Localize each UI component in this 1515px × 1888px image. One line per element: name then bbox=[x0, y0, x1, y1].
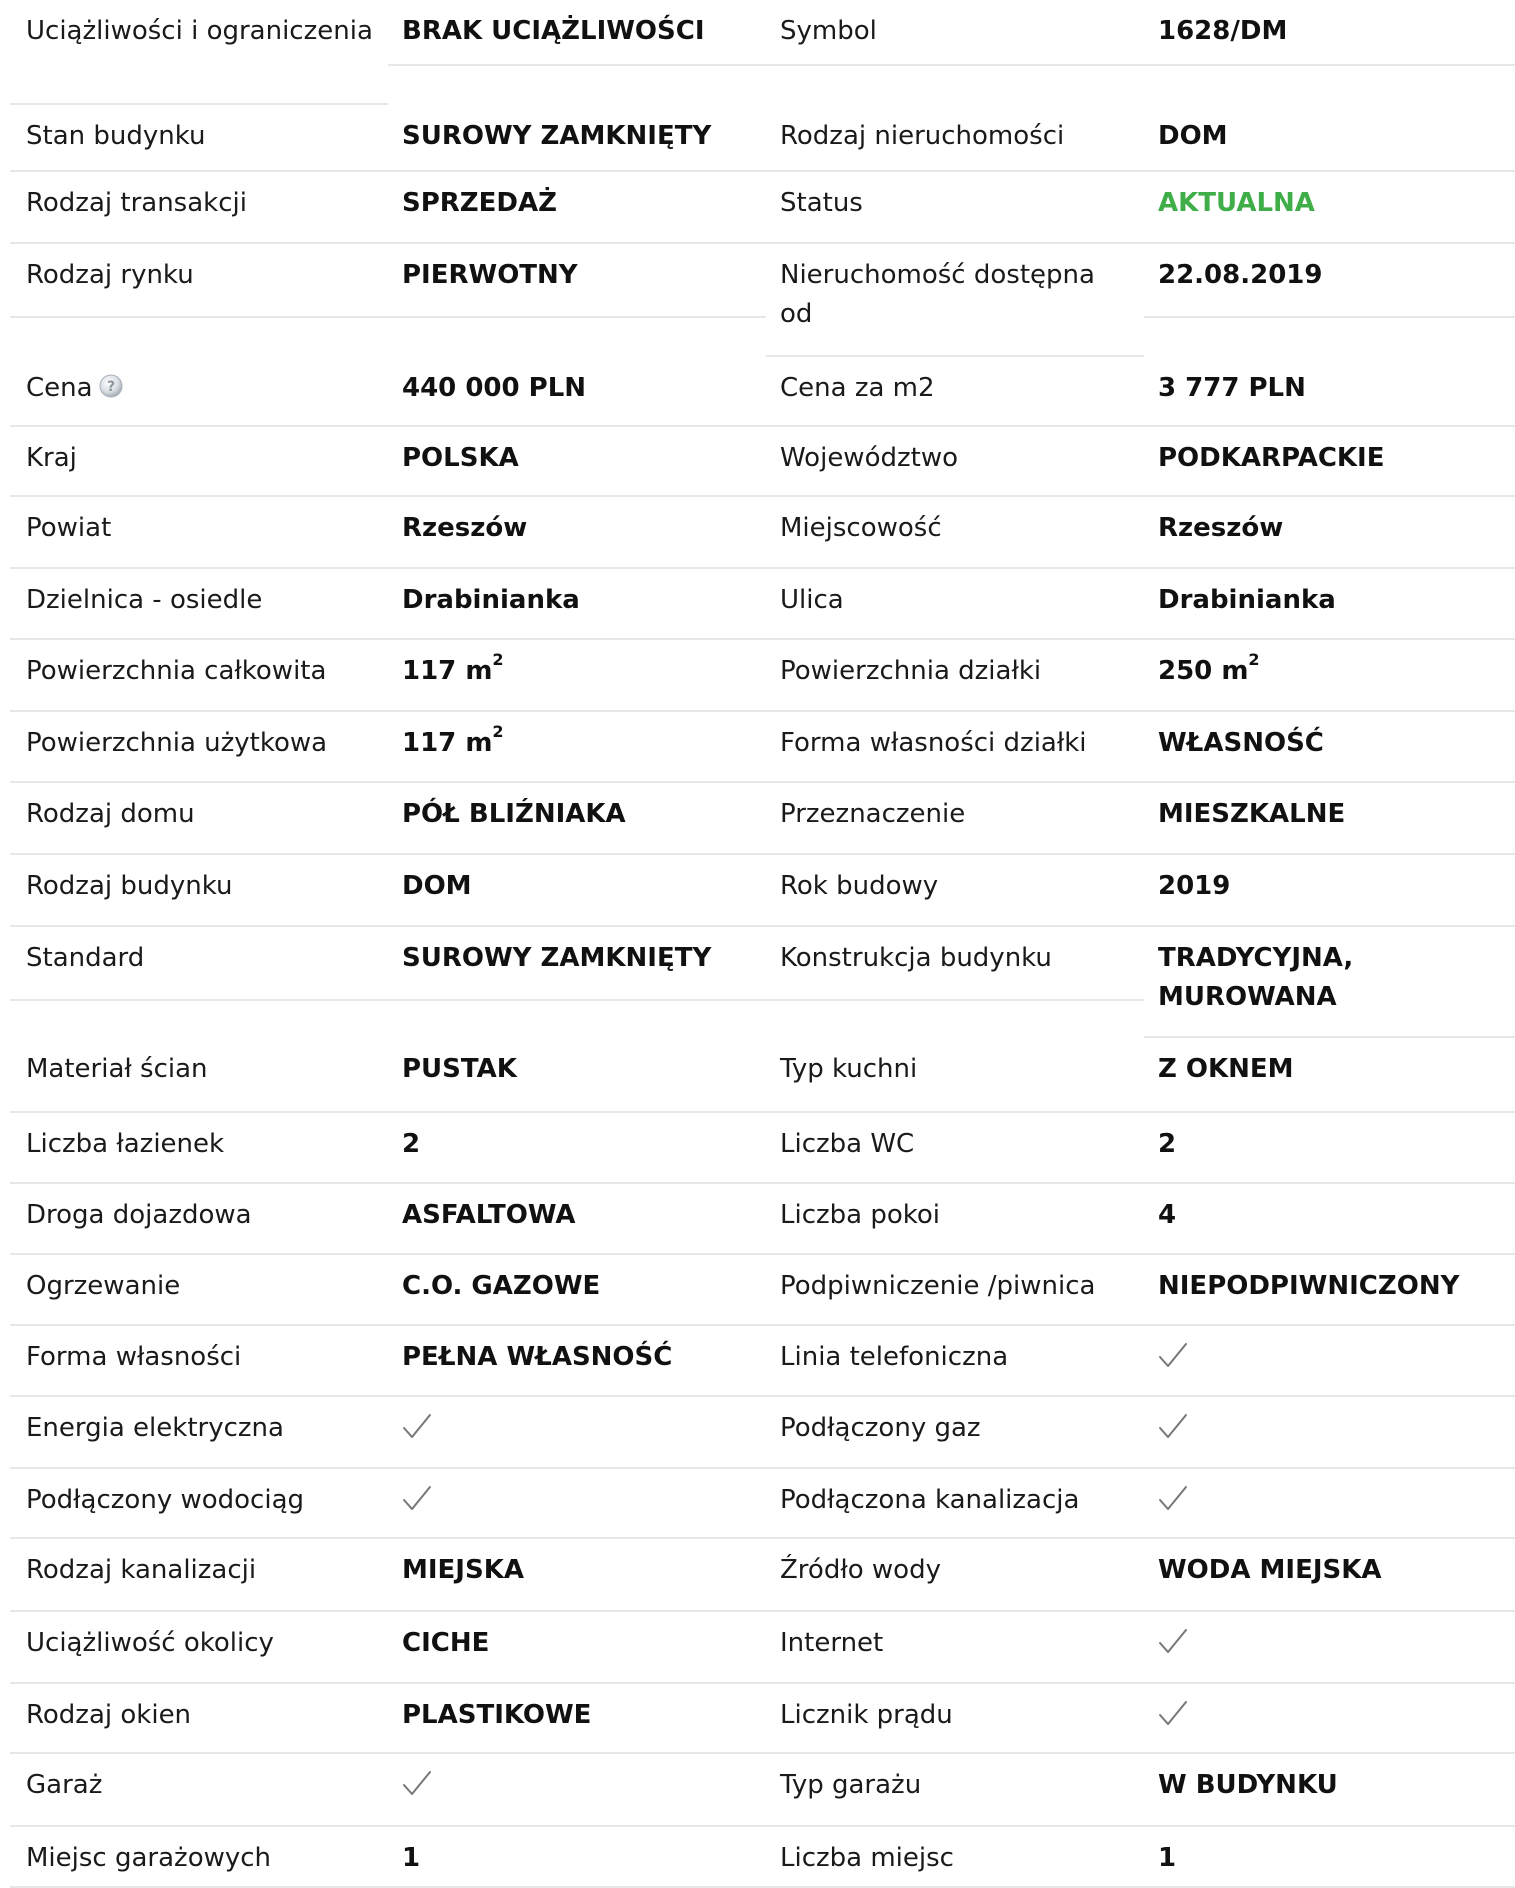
checkmark-icon bbox=[402, 1409, 432, 1441]
value-text: 117 m bbox=[402, 728, 493, 758]
label-text: Materiał ścian bbox=[26, 1054, 208, 1084]
value-liczba-pokoi bbox=[1144, 1184, 1515, 1255]
value-uciazliwosc-okolicy bbox=[388, 1612, 766, 1684]
value-text: PEŁNA WŁASNOŚĆ bbox=[402, 1342, 673, 1372]
label-text: Stan budynku bbox=[26, 121, 206, 151]
label-rodzaj-okien bbox=[10, 1684, 388, 1754]
label-powierzchnia-dzialki bbox=[766, 640, 1144, 712]
value-forma-wlasnosci bbox=[388, 1326, 766, 1397]
value-text: SUROWY ZAMKNIĘTY bbox=[402, 121, 712, 151]
label-text: Standard bbox=[26, 943, 145, 973]
label-rodzaj-rynku bbox=[10, 244, 388, 318]
value-text: 2 bbox=[1158, 1129, 1177, 1159]
value-text: DOM bbox=[1158, 121, 1228, 151]
label-rodzaj-transakcji bbox=[10, 172, 388, 244]
label-text: Cena bbox=[26, 373, 93, 403]
label-podlaczony-wodociag bbox=[10, 1469, 388, 1539]
value-rodzaj-transakcji bbox=[388, 172, 766, 244]
value-energia-elektryczna bbox=[388, 1397, 766, 1469]
label-text: Przeznaczenie bbox=[780, 799, 966, 829]
value-powierzchnia-dzialki bbox=[1144, 640, 1515, 712]
value-rodzaj-budynku bbox=[388, 855, 766, 927]
label-text: Kraj bbox=[26, 443, 77, 473]
label-text: Liczba WC bbox=[780, 1129, 915, 1159]
label-text: Województwo bbox=[780, 443, 959, 473]
value-garaz bbox=[388, 1754, 766, 1827]
value-text: DOM bbox=[402, 871, 472, 901]
value-internet bbox=[1144, 1612, 1515, 1684]
label-powierzchnia-calkowita bbox=[10, 640, 388, 712]
label-miejscowosc bbox=[766, 497, 1144, 569]
value-text: POLSKA bbox=[402, 443, 519, 473]
label-text: Internet bbox=[780, 1628, 884, 1658]
value-miejsc-garazowych bbox=[388, 1827, 766, 1888]
value-text: C.O. GAZOWE bbox=[402, 1271, 601, 1301]
value-text: ASFALTOWA bbox=[402, 1200, 576, 1230]
value-text: Rzeszów bbox=[402, 513, 528, 543]
value-text: Z OKNEM bbox=[1158, 1054, 1294, 1084]
label-text: Typ kuchni bbox=[780, 1054, 918, 1084]
checkmark-icon bbox=[1158, 1696, 1188, 1728]
value-rodzaj-rynku bbox=[388, 244, 766, 318]
label-text: Powierzchnia użytkowa bbox=[26, 728, 328, 758]
label-nieruchomosc-dostepna-od bbox=[766, 244, 1144, 357]
label-cena bbox=[10, 357, 388, 427]
label-text: Rodzaj transakcji bbox=[26, 188, 247, 218]
value-przeznaczenie bbox=[1144, 783, 1515, 855]
label-powierzchnia-uzytkowa bbox=[10, 712, 388, 783]
label-typ-kuchni bbox=[766, 1038, 1144, 1113]
label-text: Energia elektryczna bbox=[26, 1413, 284, 1443]
value-text: 440 000 PLN bbox=[402, 373, 587, 403]
value-linia-telefoniczna bbox=[1144, 1326, 1515, 1397]
value-text: Drabinianka bbox=[1158, 585, 1336, 615]
value-uciazliwosci-i-ograniczenia bbox=[388, 0, 766, 66]
unit-superscript: 2 bbox=[492, 722, 504, 741]
value-forma-wlasnosci-dzialki bbox=[1144, 712, 1515, 783]
value-licznik-pradu bbox=[1144, 1684, 1515, 1754]
label-text: Dzielnica - osiedle bbox=[26, 585, 263, 615]
label-text: Rodzaj nieruchomości bbox=[780, 121, 1065, 151]
label-symbol bbox=[766, 0, 1144, 66]
value-stan-budynku bbox=[388, 105, 766, 172]
label-text: Rodzaj okien bbox=[26, 1700, 192, 1730]
label-text: Rodzaj kanalizacji bbox=[26, 1555, 257, 1585]
value-text: PÓŁ BLIŹNIAKA bbox=[402, 799, 626, 829]
label-text: Rodzaj domu bbox=[26, 799, 195, 829]
value-text: W BUDYNKU bbox=[1158, 1770, 1338, 1800]
value-text: TRADYCYJNA, MUROWANA bbox=[1158, 943, 1354, 1012]
label-rok-budowy bbox=[766, 855, 1144, 927]
value-powiat bbox=[388, 497, 766, 569]
value-text: Rzeszów bbox=[1158, 513, 1284, 543]
label-text: Rok budowy bbox=[780, 871, 939, 901]
value-text: PIERWOTNY bbox=[402, 260, 578, 290]
value-typ-garazu bbox=[1144, 1754, 1515, 1827]
label-text: Liczba łazienek bbox=[26, 1129, 225, 1159]
label-text: Powierzchnia całkowita bbox=[26, 656, 327, 686]
label-text: Uciążliwość okolicy bbox=[26, 1628, 274, 1658]
value-text: WŁASNOŚĆ bbox=[1158, 728, 1324, 758]
value-droga-dojazdowa bbox=[388, 1184, 766, 1255]
unit-superscript: 2 bbox=[492, 650, 504, 669]
value-text: MIEJSKA bbox=[402, 1555, 524, 1585]
value-ulica bbox=[1144, 569, 1515, 640]
value-text: 250 m bbox=[1158, 656, 1249, 686]
value-material-scian bbox=[388, 1038, 766, 1113]
value-text: 1 bbox=[402, 1843, 421, 1873]
label-forma-wlasnosci-dzialki bbox=[766, 712, 1144, 783]
checkmark-icon bbox=[402, 1481, 432, 1513]
value-nieruchomosc-dostepna-od bbox=[1144, 244, 1515, 318]
value-text: CICHE bbox=[402, 1628, 490, 1658]
label-przeznaczenie bbox=[766, 783, 1144, 855]
label-text: Symbol bbox=[780, 16, 877, 46]
value-rodzaj-kanalizacji bbox=[388, 1539, 766, 1612]
value-konstrukcja-budynku bbox=[1144, 927, 1515, 1038]
label-text: Podłączony gaz bbox=[780, 1413, 981, 1443]
label-text: Forma własności bbox=[26, 1342, 242, 1372]
label-text: Podpiwniczenie /piwnica bbox=[780, 1271, 1096, 1301]
label-podlaczony-gaz bbox=[766, 1397, 1144, 1469]
label-standard bbox=[10, 927, 388, 1001]
value-text: WODA MIEJSKA bbox=[1158, 1555, 1382, 1585]
value-text: BRAK UCIĄŻLIWOŚCI bbox=[402, 16, 705, 46]
value-text: PODKARPACKIE bbox=[1158, 443, 1385, 473]
label-konstrukcja-budynku bbox=[766, 927, 1144, 1001]
value-symbol bbox=[1144, 0, 1515, 66]
label-forma-wlasnosci bbox=[10, 1326, 388, 1397]
question-circle-icon[interactable] bbox=[99, 371, 123, 410]
label-typ-garazu bbox=[766, 1754, 1144, 1827]
value-rodzaj-domu bbox=[388, 783, 766, 855]
checkmark-icon bbox=[1158, 1409, 1188, 1441]
label-powiat bbox=[10, 497, 388, 569]
value-text: 2 bbox=[402, 1129, 421, 1159]
label-text: Miejscowość bbox=[780, 513, 942, 543]
label-kraj bbox=[10, 427, 388, 497]
label-miejsc-garazowych bbox=[10, 1827, 388, 1888]
value-cena bbox=[388, 357, 766, 427]
label-text: Ulica bbox=[780, 585, 844, 615]
svg-text:?: ? bbox=[106, 379, 115, 395]
label-rodzaj-kanalizacji bbox=[10, 1539, 388, 1612]
value-typ-kuchni bbox=[1144, 1038, 1515, 1113]
label-linia-telefoniczna bbox=[766, 1326, 1144, 1397]
label-uciazliwosci-i-ograniczenia bbox=[10, 0, 388, 105]
label-text: Forma własności działki bbox=[780, 728, 1087, 758]
property-details-table bbox=[10, 0, 1515, 1888]
label-garaz bbox=[10, 1754, 388, 1827]
value-text: SPRZEDAŻ bbox=[402, 188, 557, 218]
value-text: AKTUALNA bbox=[1158, 188, 1315, 218]
value-liczba-lazienek bbox=[388, 1113, 766, 1184]
value-rodzaj-okien bbox=[388, 1684, 766, 1754]
value-powierzchnia-calkowita bbox=[388, 640, 766, 712]
label-status bbox=[766, 172, 1144, 244]
checkmark-icon bbox=[1158, 1481, 1188, 1513]
label-energia-elektryczna bbox=[10, 1397, 388, 1469]
label-liczba-miejsc bbox=[766, 1827, 1144, 1888]
label-podlaczona-kanalizacja bbox=[766, 1469, 1144, 1539]
value-text: SUROWY ZAMKNIĘTY bbox=[402, 943, 712, 973]
value-cena-za-m2 bbox=[1144, 357, 1515, 427]
label-material-scian bbox=[10, 1038, 388, 1113]
value-text: 2019 bbox=[1158, 871, 1231, 901]
label-rodzaj-domu bbox=[10, 783, 388, 855]
checkmark-icon bbox=[1158, 1338, 1188, 1370]
label-text: Konstrukcja budynku bbox=[780, 943, 1052, 973]
label-internet bbox=[766, 1612, 1144, 1684]
label-text: Źródło wody bbox=[780, 1555, 941, 1585]
unit-superscript: 2 bbox=[1248, 650, 1260, 669]
value-liczba-wc bbox=[1144, 1113, 1515, 1184]
value-standard bbox=[388, 927, 766, 1001]
value-text: 4 bbox=[1158, 1200, 1177, 1230]
value-text: MIESZKALNE bbox=[1158, 799, 1346, 829]
label-licznik-pradu bbox=[766, 1684, 1144, 1754]
label-ulica bbox=[766, 569, 1144, 640]
value-text: 117 m bbox=[402, 656, 493, 686]
value-podlaczony-wodociag bbox=[388, 1469, 766, 1539]
checkmark-icon bbox=[1158, 1624, 1188, 1656]
label-text: Podłączony wodociąg bbox=[26, 1485, 305, 1515]
label-text: Powiat bbox=[26, 513, 112, 543]
label-text: Liczba miejsc bbox=[780, 1843, 954, 1873]
label-liczba-lazienek bbox=[10, 1113, 388, 1184]
value-zrodlo-wody bbox=[1144, 1539, 1515, 1612]
label-text: Linia telefoniczna bbox=[780, 1342, 1009, 1372]
value-wojewodztwo bbox=[1144, 427, 1515, 497]
value-text: 1628/DM bbox=[1158, 16, 1288, 46]
label-liczba-wc bbox=[766, 1113, 1144, 1184]
value-ogrzewanie bbox=[388, 1255, 766, 1326]
label-text: Cena za m2 bbox=[780, 373, 935, 403]
label-rodzaj-budynku bbox=[10, 855, 388, 927]
value-text: 3 777 PLN bbox=[1158, 373, 1306, 403]
value-text: NIEPODPIWNICZONY bbox=[1158, 1271, 1460, 1301]
label-rodzaj-nieruchomosci bbox=[766, 105, 1144, 172]
label-text: Miejsc garażowych bbox=[26, 1843, 272, 1873]
checkmark-icon bbox=[402, 1766, 432, 1798]
label-text: Licznik prądu bbox=[780, 1700, 953, 1730]
label-droga-dojazdowa bbox=[10, 1184, 388, 1255]
label-text: Droga dojazdowa bbox=[26, 1200, 252, 1230]
label-text: Ogrzewanie bbox=[26, 1271, 181, 1301]
label-text: Uciążliwości i ograniczenia bbox=[26, 16, 373, 46]
value-kraj bbox=[388, 427, 766, 497]
value-miejscowosc bbox=[1144, 497, 1515, 569]
label-ogrzewanie bbox=[10, 1255, 388, 1326]
value-rok-budowy bbox=[1144, 855, 1515, 927]
value-liczba-miejsc bbox=[1144, 1827, 1515, 1888]
value-text: PLASTIKOWE bbox=[402, 1700, 592, 1730]
label-uciazliwosc-okolicy bbox=[10, 1612, 388, 1684]
label-zrodlo-wody bbox=[766, 1539, 1144, 1612]
label-podpiwniczenie-piwnica bbox=[766, 1255, 1144, 1326]
label-text: Garaż bbox=[26, 1770, 103, 1800]
label-stan-budynku bbox=[10, 105, 388, 172]
value-text: PUSTAK bbox=[402, 1054, 517, 1084]
label-text: Status bbox=[780, 188, 863, 218]
label-text: Powierzchnia działki bbox=[780, 656, 1042, 686]
value-podlaczona-kanalizacja bbox=[1144, 1469, 1515, 1539]
value-rodzaj-nieruchomosci bbox=[1144, 105, 1515, 172]
label-text: Nieruchomość dostępna od bbox=[780, 260, 1095, 329]
value-podlaczony-gaz bbox=[1144, 1397, 1515, 1469]
label-text: Liczba pokoi bbox=[780, 1200, 941, 1230]
value-podpiwniczenie-piwnica bbox=[1144, 1255, 1515, 1326]
value-powierzchnia-uzytkowa bbox=[388, 712, 766, 783]
value-text: 1 bbox=[1158, 1843, 1177, 1873]
label-cena-za-m2 bbox=[766, 357, 1144, 427]
value-dzielnica-osiedle bbox=[388, 569, 766, 640]
value-status bbox=[1144, 172, 1515, 244]
label-text: Podłączona kanalizacja bbox=[780, 1485, 1080, 1515]
label-text: Typ garażu bbox=[780, 1770, 922, 1800]
label-text: Rodzaj rynku bbox=[26, 260, 194, 290]
label-liczba-pokoi bbox=[766, 1184, 1144, 1255]
label-wojewodztwo bbox=[766, 427, 1144, 497]
value-text: 22.08.2019 bbox=[1158, 260, 1323, 290]
label-text: Rodzaj budynku bbox=[26, 871, 233, 901]
label-dzielnica-osiedle bbox=[10, 569, 388, 640]
value-text: Drabinianka bbox=[402, 585, 580, 615]
